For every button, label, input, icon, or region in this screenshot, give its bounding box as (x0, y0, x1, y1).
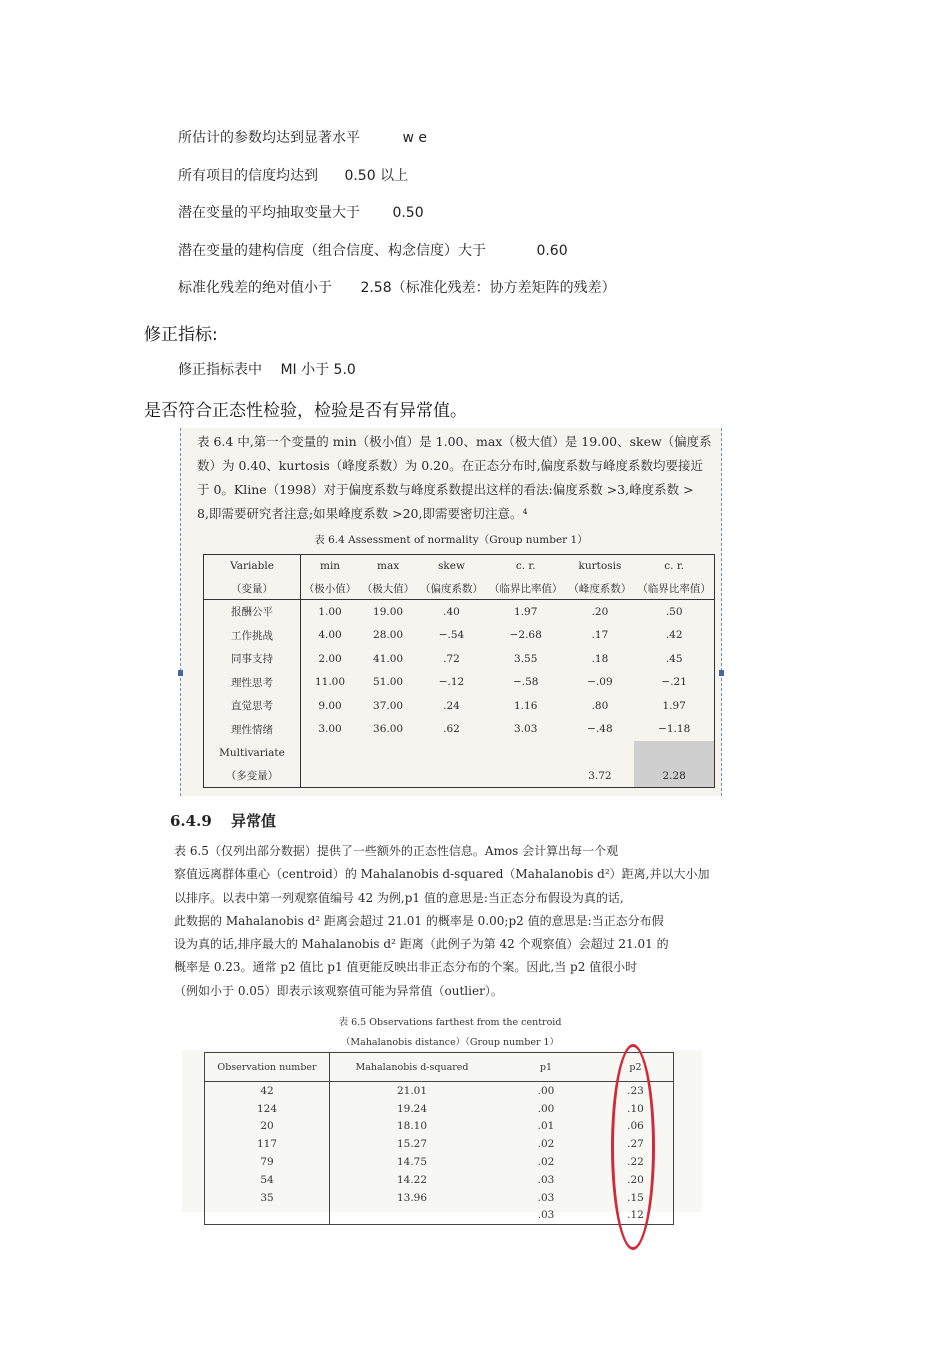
table-cell: .12 (627, 1209, 644, 1222)
criterion-label: 潜在变量的平均抽取变量大于 (178, 205, 360, 221)
resize-handle-left[interactable] (178, 670, 183, 676)
table-cell (359, 741, 417, 764)
scanned-normality-excerpt (180, 428, 722, 796)
table-row (205, 1118, 674, 1136)
resize-handle-right[interactable] (719, 670, 724, 676)
table-cell: 3.00 (318, 723, 342, 736)
table-cell: 理性情绪 (204, 718, 301, 742)
table-cell: .17 (591, 629, 609, 642)
table-row (205, 1100, 674, 1118)
table-cell (634, 741, 714, 764)
table-row (205, 1135, 674, 1153)
table-cell: 37.00 (373, 699, 404, 712)
table-cell: 3.55 (514, 652, 538, 665)
normality-heading: 是否符合正态性检验，检验是否有异常值。 (144, 401, 467, 421)
table-cell: .62 (443, 723, 460, 736)
table-cell: 1.97 (662, 699, 686, 712)
table-cell: 35 (205, 1189, 330, 1207)
multivariate-row (204, 741, 715, 764)
criterion-standardized-residual (178, 277, 616, 297)
header-cell: （极小值） (301, 577, 360, 600)
table-cell: .18 (591, 652, 609, 665)
table-cell: 报酬公平 (204, 600, 301, 624)
table-cell: .01 (537, 1120, 555, 1133)
paragraph-line: 此数据的 Mahalanobis d² 距离会超过 21.01 的概率是 0.00;p2 值的意思是:当正态分布假 (174, 913, 664, 928)
table-cell: 同事支持 (204, 647, 301, 671)
header-cell: Mahalanobis d-squared (330, 1053, 495, 1082)
table-cell: .24 (443, 699, 460, 712)
header-cell: （变量） (204, 577, 301, 600)
table-cell: 54 (205, 1171, 330, 1189)
table-cell: .50 (665, 605, 683, 618)
criterion-ave (178, 202, 424, 222)
header-cell: p1 (494, 1053, 598, 1082)
criterion-value: w e (402, 130, 427, 146)
paragraph-line: 8,即需要研究者注意;如果峰度系数 >20,即需要密切注意。⁴ (197, 506, 528, 521)
header-cell: skew (438, 560, 465, 572)
paragraph-line: 数）为 0.40、kurtosis（峰度系数）为 0.20。在正态分布时,偏度系数与峰度系数均要接近 (197, 458, 704, 473)
table-row (204, 671, 715, 695)
criterion-composite-reliability (178, 240, 568, 260)
multivariate-cr: 2.28 (634, 764, 714, 788)
paragraph-line: 表 6.5（仅列出部分数据）提供了一些额外的正态性信息。Amos 会计算出每一个观 (174, 844, 619, 858)
table-cell: .23 (627, 1084, 644, 1097)
table-cell: −1.18 (658, 723, 691, 736)
table-row (204, 624, 715, 648)
table-cell (359, 764, 417, 788)
table-cell: .20 (591, 605, 609, 618)
table-cell: 13.96 (396, 1191, 428, 1204)
table-row (205, 1189, 674, 1207)
criterion-value: 0.60 (536, 243, 568, 259)
paragraph-line: 表 6.4 中,第一个变量的 min（极小值）是 1.00、max（极大值）是 19.00、skew（偏度系 (197, 434, 712, 449)
table-cell: .42 (665, 629, 683, 642)
paragraph-line: 于 0。Kline（1998）对于偏度系数与峰度系数提出这样的看法:偏度系数 >3,峰度系数 > (197, 482, 694, 497)
header-cell: （峰度系数） (566, 577, 635, 600)
section-title: 异常值 (231, 812, 277, 830)
paragraph-line: （例如小于 0.05）即表示该观察值可能为异常值（outlier）。 (174, 983, 503, 998)
modification-rule-value: MI 小于 5.0 (280, 362, 356, 378)
table-cell: .00 (537, 1084, 555, 1097)
modification-rule (178, 359, 356, 379)
table-cell: −.12 (438, 676, 465, 689)
outlier-paragraph (174, 840, 714, 1003)
header-cell: （临界比率值） (634, 577, 714, 600)
paragraph-line: 以排序。以表中第一列观察值编号 42 为例,p1 值的意思是:当正态分布假设为真的话, (174, 890, 624, 905)
table-cell: 理性思考 (204, 671, 301, 695)
header-cell: （偏度系数） (417, 577, 486, 600)
table-cell: .15 (627, 1191, 644, 1204)
criterion-value: 0.50 (392, 205, 424, 221)
table-cell: 2.00 (318, 652, 342, 665)
multivariate-label-cn: （多变量） (204, 764, 301, 788)
table-cell: 36.00 (373, 723, 404, 736)
header-cell: max (376, 560, 400, 572)
table-cell: 19.00 (373, 605, 404, 618)
multivariate-row (204, 764, 715, 788)
table-cell: .40 (443, 605, 460, 618)
table-cell (417, 764, 486, 788)
table-cell (417, 741, 486, 764)
table-row (204, 600, 715, 624)
table-cell: 1.97 (514, 605, 538, 618)
table-cell: 1.00 (318, 605, 342, 618)
table-cell: .02 (537, 1156, 555, 1169)
table-cell: .72 (443, 652, 460, 665)
table-cell: .02 (537, 1138, 555, 1151)
table-cell (330, 1207, 495, 1225)
table-cell: .27 (627, 1138, 644, 1151)
table-cell: 124 (205, 1100, 330, 1118)
table-cell: .20 (627, 1173, 644, 1186)
table-cell: 3.03 (514, 723, 538, 736)
table-cell: −.09 (587, 676, 613, 689)
table-cell (301, 764, 360, 788)
table-cell: 15.27 (396, 1138, 428, 1151)
table-cell: .03 (537, 1209, 555, 1222)
normality-table (203, 554, 715, 788)
table-cell: .80 (591, 699, 609, 712)
normality-paragraph (197, 430, 721, 526)
table-cell: 4.00 (318, 629, 342, 642)
table-cell: 28.00 (373, 629, 404, 642)
header-cell: （极大值） (359, 577, 417, 600)
table-cell: 19.24 (396, 1102, 428, 1115)
table-cell: −2.68 (509, 629, 542, 642)
table-cell: 20 (205, 1118, 330, 1136)
criterion-significance (178, 127, 427, 147)
multivariate-kurtosis: 3.72 (588, 769, 612, 782)
p2-highlight-circle (611, 1044, 655, 1250)
table-cell: 9.00 (318, 699, 342, 712)
modification-rule-label: 修正指标表中 (178, 362, 262, 378)
table-cell: 51.00 (373, 676, 404, 689)
header-cell: c. r. (515, 560, 536, 572)
table-cell: 21.01 (396, 1084, 428, 1097)
table-cell: 18.10 (396, 1120, 428, 1133)
table-cell: 工作挑战 (204, 624, 301, 648)
table-cell: 41.00 (373, 652, 404, 665)
table-row (204, 718, 715, 742)
header-cell: Variable (204, 555, 301, 578)
table-cell: .00 (537, 1102, 555, 1115)
table-cell: 79 (205, 1153, 330, 1171)
table-cell: −.54 (438, 629, 465, 642)
paragraph-line: 设为真的话,排序最大的 Mahalanobis d² 距离（此例子为第 42 个观察值）会超过 21.01 的 (174, 937, 669, 952)
paragraph-line: 察值远离群体重心（centroid）的 Mahalanobis d-squared（Mahalanobis d²）距离,并以大小加 (174, 867, 710, 882)
section-heading (170, 810, 276, 831)
table-cell: 117 (205, 1135, 330, 1153)
table-cell: 1.16 (514, 699, 538, 712)
table-cell: −.21 (661, 676, 687, 689)
table-cell: −.58 (512, 676, 539, 689)
table-6-5-caption-line2: （Mahalanobis distance）（Group number 1） (340, 1037, 560, 1048)
table-cell: .06 (627, 1120, 644, 1133)
criterion-reliability (178, 165, 408, 185)
header-cell: c. r. (664, 560, 685, 572)
criterion-value: 0.50 以上 (344, 168, 409, 184)
table-cell: 14.22 (396, 1173, 428, 1186)
table-row (204, 647, 715, 671)
table-cell (486, 741, 566, 764)
table-6-5-caption-line1: 表 6.5 Observations farthest from the centroid (338, 1017, 562, 1028)
header-cell: p2 (598, 1053, 674, 1082)
table-row (204, 694, 715, 718)
multivariate-label: Multivariate (204, 741, 301, 764)
table-cell: −.48 (587, 723, 613, 736)
outlier-table (204, 1052, 674, 1225)
table-cell (205, 1207, 330, 1225)
header-cell: Observation number (205, 1053, 330, 1082)
paragraph-line: 概率是 0.23。通常 p2 值比 p1 值更能反映出非正态分布的个案。因此,当 p2 值很小时 (174, 960, 638, 975)
table-header-row (204, 577, 715, 600)
section-number: 6.4.9 (170, 812, 212, 830)
header-cell: （临界比率值） (486, 577, 566, 600)
table-row (205, 1171, 674, 1189)
criterion-label: 潜在变量的建构信度（组合信度、构念信度）大于 (178, 243, 486, 259)
table-cell: .45 (665, 652, 683, 665)
header-cell: kurtosis (578, 560, 622, 572)
criterion-label: 所估计的参数均达到显著水平 (178, 130, 360, 146)
table-header-row (204, 555, 715, 578)
table-6-4-caption: 表 6.4 Assessment of normality（Group number 1） (314, 534, 588, 546)
table-row (205, 1207, 674, 1225)
table-row (205, 1082, 674, 1100)
table-cell: 14.75 (396, 1156, 428, 1169)
criterion-label: 所有项目的信度均达到 (178, 168, 318, 184)
table-header-row (205, 1053, 674, 1082)
table-cell: 42 (205, 1082, 330, 1100)
modification-heading: 修正指标: (144, 325, 218, 345)
table-cell (566, 741, 635, 764)
table-cell: .10 (627, 1102, 644, 1115)
table-cell: .03 (537, 1191, 555, 1204)
table-cell (486, 764, 566, 788)
table-cell: 11.00 (314, 676, 346, 689)
table-cell (301, 741, 360, 764)
table-cell: .22 (627, 1156, 644, 1169)
criterion-label: 标准化残差的绝对值小于 (178, 280, 332, 296)
table-cell: .03 (537, 1173, 555, 1186)
criterion-value: 2.58（标准化残差：协方差矩阵的残差） (360, 280, 616, 296)
header-cell: min (319, 560, 341, 572)
table-row (205, 1153, 674, 1171)
table-cell: 直觉思考 (204, 694, 301, 718)
